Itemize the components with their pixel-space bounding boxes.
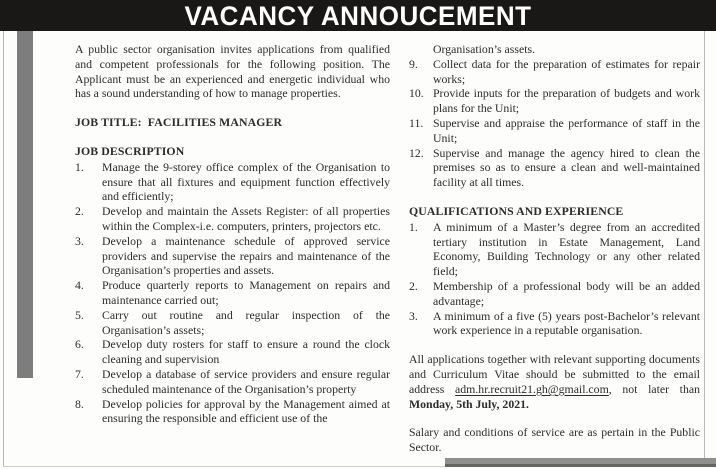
- item-text: Collect data for the preparation of estimates for repair works;: [433, 56, 700, 86]
- right-column: [409, 42, 700, 455]
- job-title-line: JOB TITLE: FACILITIES MANAGER: [75, 115, 283, 130]
- item8-continuation-text: Organisation’s assets.: [433, 42, 536, 56]
- item-text: Membership of a professional body will be an added advantage;: [433, 278, 700, 308]
- item-text: A minimum of a Master’s degree from an accredited tertiary institution in Estate Management, Land Economy, Building Technology or any other related field;: [433, 219, 700, 279]
- item-number: 2.: [75, 204, 84, 219]
- qualifications-heading: QUALIFICATIONS AND EXPERIENCE: [409, 203, 624, 218]
- qualification-item: [409, 309, 700, 339]
- item-text: Provide inputs for the preparation of budgets and work plans for the Unit;: [433, 86, 700, 116]
- qualification-item: [409, 279, 700, 309]
- item-number: 2.: [409, 278, 418, 293]
- item-text: Manage the 9-storey office complex of the Organisation to ensure that all fixtures and equipment function effectively and efficiently;: [102, 159, 390, 204]
- deadline-date: Monday, 5th July, 2021.: [409, 396, 529, 411]
- job-description-item: [409, 116, 700, 146]
- closing-text-before-email: All applications together with relevant supporting documents and Curriculum Vitae should be submitted to the email address: [409, 352, 700, 396]
- item-text: Develop policies for approval by the Management aimed at ensuring the responsible and efficient use of the: [102, 396, 390, 426]
- item-text: A minimum of a five (5) years post-Bachelor’s relevant work experience in a reputable organisation.: [433, 308, 700, 338]
- item-number: 8.: [75, 396, 84, 411]
- document-body: [75, 42, 700, 455]
- item-number: 9.: [409, 56, 418, 71]
- job-description-list-continued: [409, 57, 700, 190]
- intro-paragraph: A public sector organisation invites applications from qualified and competent professionals for the following position. The Applicant must be an experienced and energetic individual who has a sound understanding of how to manage properties.: [75, 42, 390, 101]
- job-description-item: [409, 57, 700, 87]
- qualifications-list: [409, 220, 700, 338]
- item-number: 11.: [409, 115, 424, 130]
- job-description-item: [75, 397, 390, 427]
- item-number: 3.: [409, 308, 418, 323]
- item-text: Develop a database of service providers and ensure regular scheduled maintenance of the Organisation’s property: [102, 366, 390, 396]
- job-description-item: [409, 146, 700, 190]
- page-title: VACANCY ANNOUCEMENT: [184, 0, 532, 31]
- item-number: 3.: [75, 233, 84, 248]
- job-description-list: [75, 160, 390, 426]
- item-number: 1.: [75, 159, 84, 174]
- item-text: Develop a maintenance schedule of approved service providers and supervise the repairs and maintenance of the Organisation’s properties and assets.: [102, 233, 390, 278]
- left-column: [75, 42, 390, 455]
- header-bar: [0, 0, 716, 31]
- item-number: 10.: [409, 86, 424, 101]
- job-description-item: [75, 204, 390, 234]
- job-description-heading: JOB DESCRIPTION: [75, 143, 185, 158]
- item-number: 5.: [75, 307, 84, 322]
- salary-paragraph: Salary and conditions of service are as pertain in the Public Sector.: [409, 425, 700, 455]
- item-number: 12.: [409, 145, 424, 160]
- job-description-item: [75, 278, 390, 308]
- job-description-item: [75, 367, 390, 397]
- item-text: Supervise and manage the agency hired to clean the premises so as to ensure a clean and well-maintained facility at all times.: [433, 145, 700, 190]
- item-text: Carry out routine and regular inspection of the Organisation’s assets;: [102, 307, 390, 337]
- item-number: 1.: [409, 219, 418, 234]
- job-description-item: [75, 308, 390, 338]
- item-text: Develop and maintain the Assets Register: of all properties within the Complex-i.e. computers, printers, projectors etc.: [102, 204, 390, 233]
- left-accent-bar: [17, 31, 33, 378]
- job-description-item: [75, 160, 390, 204]
- item-text: Produce quarterly reports to Management on repairs and maintenance carried out;: [102, 278, 390, 307]
- item-number: 6.: [75, 337, 84, 352]
- bottom-accent-bar: [445, 458, 716, 467]
- application-email-link[interactable]: adm.hr.recruit21.gh@gmail.com: [455, 381, 609, 396]
- closing-text-after-email: , not later than: [608, 381, 700, 396]
- qualification-item: [409, 220, 700, 279]
- job-description-item: [75, 337, 390, 367]
- application-instructions-paragraph: [409, 352, 700, 411]
- item-text: Supervise and appraise the performance of staff in the Unit;: [433, 115, 700, 145]
- item-number: 4.: [75, 278, 84, 293]
- job-description-item: [75, 234, 390, 278]
- item-number: 7.: [75, 366, 84, 381]
- job-description-item: [409, 86, 700, 116]
- item-text: Develop duty rosters for staff to ensure a round the clock cleaning and supervision: [102, 337, 390, 367]
